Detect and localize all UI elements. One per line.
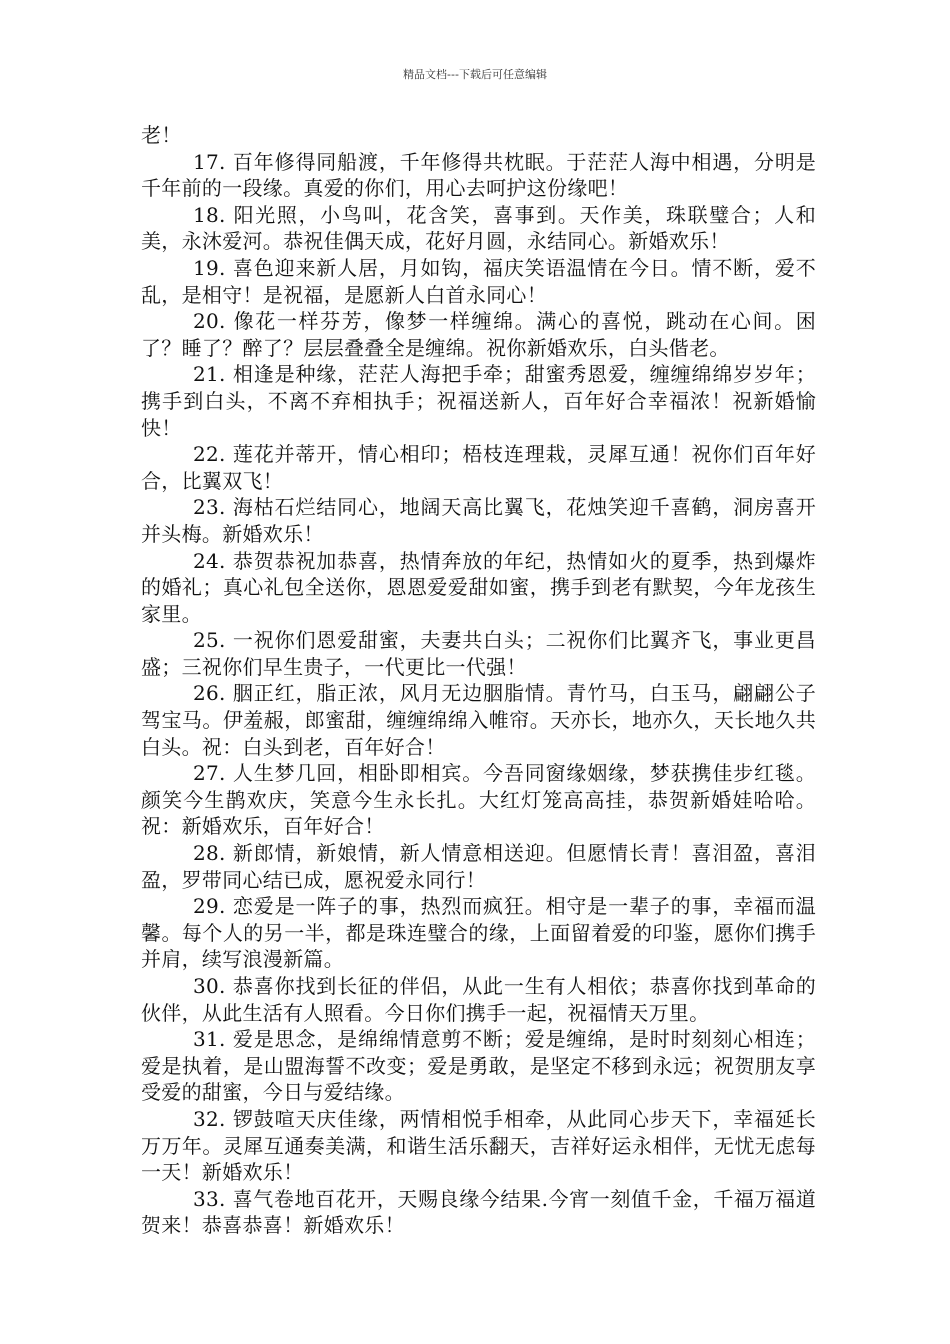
- blessing-paragraph-18: 18. 阳光照，小鸟叫，花含笑，喜事到。天作美，珠联璧合；人和美，永沐爱河。恭祝佳偶天成，花好月圆，永结同心。新婚欢乐！: [141, 202, 816, 254]
- blessing-paragraph-23: 23. 海枯石烂结同心，地阔天高比翼飞，花烛笑迎千喜鹤，洞房喜开并头梅。新婚欢乐！: [141, 495, 816, 546]
- blessing-paragraph-32: 32. 锣鼓喧天庆佳缘，两情相悦手相牵，从此同心步天下，幸福延长万万年。灵犀互通奏美满，和谐生活乐翻天，吉祥好运永相伴，无忧无虑每一天！新婚欢乐！: [141, 1106, 816, 1185]
- blessing-paragraph-33: 33. 喜气卷地百花开，天赐良缘今结果.今宵一刻值千金，千福万福道贺来！恭喜恭喜！新婚欢乐！: [141, 1186, 816, 1238]
- blessing-paragraph-17: 17. 百年修得同船渡，千年修得共枕眠。于茫茫人海中相遇，分明是千年前的一段缘。真爱的你们，用心去呵护这份缘吧！: [141, 149, 816, 201]
- document-body: [141, 122, 816, 1239]
- page-header: 精品文档---下载后可任意编辑: [403, 68, 547, 81]
- blessing-paragraph-29: 29. 恋爱是一阵子的事，热烈而疯狂。相守是一辈子的事，幸福而温馨。每个人的另一半，都是珠连璧合的缘，上面留着爱的印鉴，愿你们携手并肩，续写浪漫新篇。: [141, 894, 816, 972]
- blessing-paragraph-30: 30. 恭喜你找到长征的伴侣，从此一生有人相依；恭喜你找到革命的伙伴，从此生活有人照看。今日你们携手一起，祝福情天万里。: [141, 974, 816, 1025]
- blessing-paragraph-22: 22. 莲花并蒂开，情心相印；梧枝连理栽，灵犀互通！祝你们百年好合，比翼双飞！: [141, 442, 816, 493]
- blessing-paragraph-26: 26. 胭正红，脂正浓，风月无边胭脂情。青竹马，白玉马，翩翩公子驾宝马。伊羞赧，郎蜜甜，缠缠绵绵入帷帘。天亦长，地亦久，天长地久共白头。祝：白头到老，百年好合！: [141, 681, 816, 759]
- continuation-text: 老！: [141, 123, 182, 147]
- blessing-paragraph-19: 19. 喜色迎来新人居，月如钩，福庆笑语温情在今日。情不断，爱不乱，是相守！是祝福，是愿新人白首永同心！: [141, 255, 816, 307]
- blessing-paragraph-28: 28. 新郎情，新娘情，新人情意相送迎。但愿情长青！喜泪盈，喜泪盈，罗带同心结已成，愿祝爱永同行！: [141, 841, 816, 892]
- blessing-paragraph-25: 25. 一祝你们恩爱甜蜜，夫妻共白头；二祝你们比翼齐飞，事业更昌盛；三祝你们早生贵子，一代更比一代强！: [141, 628, 816, 679]
- blessing-paragraph-21: 21. 相逢是种缘，茫茫人海把手牵；甜蜜秀恩爱，缠缠绵绵岁岁年；携手到白头，不离不弃相执手；祝福送新人，百年好合幸福浓！祝新婚愉快！: [141, 362, 816, 440]
- blessing-paragraph-24: 24. 恭贺恭祝加恭喜，热情奔放的年纪，热情如火的夏季，热到爆炸的婚礼；真心礼包全送你，恩恩爱爱甜如蜜，携手到老有默契，今年龙孩生家里。: [141, 548, 816, 626]
- blessing-paragraph-31: 31. 爱是思念，是绵绵情意剪不断；爱是缠绵，是时时刻刻心相连；爱是执着，是山盟海誓不改变；爱是勇敢，是坚定不移到永远；祝贺朋友享受爱的甜蜜，今日与爱结缘。: [141, 1027, 816, 1105]
- blessing-paragraph-20: 20. 像花一样芬芳，像梦一样缠绵。满心的喜悦，跳动在心间。困了？睡了？醉了？层层叠叠全是缠绵。祝你新婚欢乐，白头偕老。: [141, 309, 816, 360]
- blessing-paragraph-27: 27. 人生梦几回，相卧即相宾。今吾同窗缘姻缘，梦获携佳步红毯。颜笑今生鹊欢庆，笑意今生永长扎。大红灯笼高高挂，恭贺新婚娃哈哈。祝：新婚欢乐，百年好合！: [141, 761, 816, 839]
